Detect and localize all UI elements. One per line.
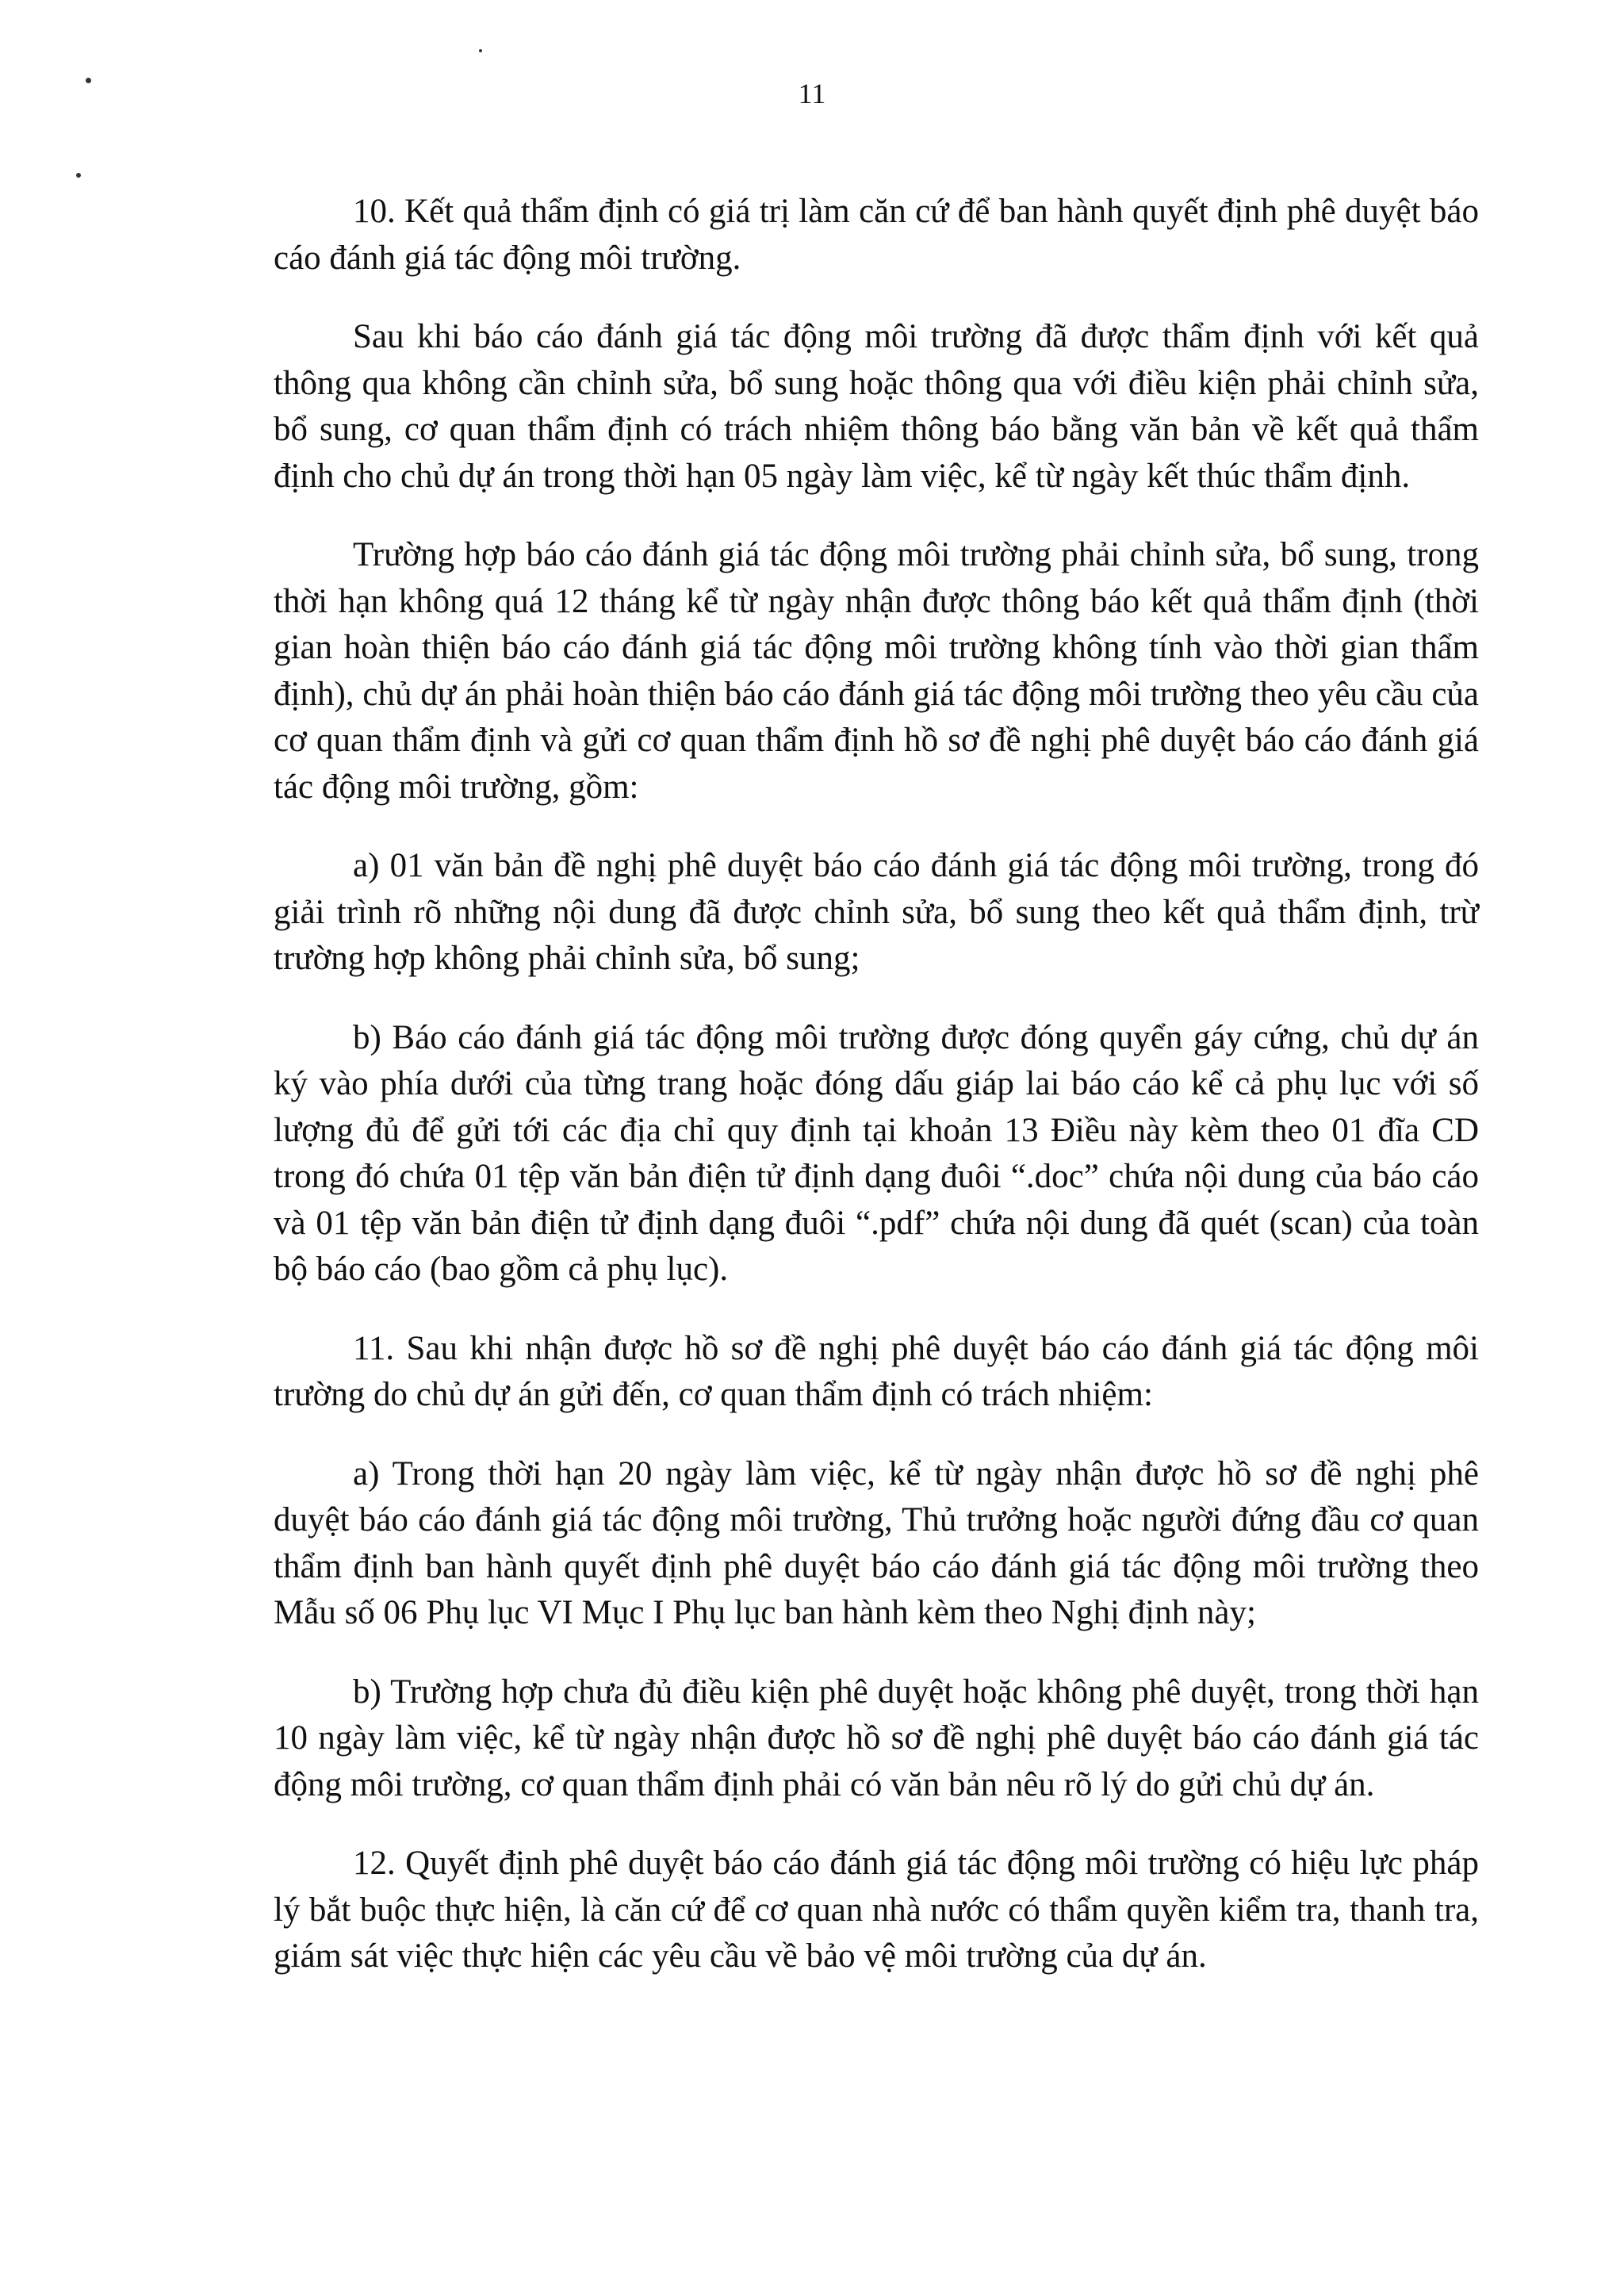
page-number: 11 xyxy=(798,78,826,109)
scan-speck xyxy=(479,49,482,52)
scan-speck xyxy=(76,173,81,178)
paragraph-11-item-b: b) Trường hợp chưa đủ điều kiện phê duyệt hoặc không phê duyệt, trong thời hạn 10 ngày làm việc, kể từ ngày nhận được hồ sơ đề nghị phê duyệt báo cáo đánh giá tác động môi trường, cơ quan thẩm định phải có văn bản nêu rõ lý do gửi chủ dự án. xyxy=(274,1673,1479,1803)
paragraph-11: 11. Sau khi nhận được hồ sơ đề nghị phê duyệt báo cáo đánh giá tác động môi trường do chủ dự án gửi đến, cơ quan thẩm định có trách nhiệm: xyxy=(274,1329,1479,1413)
paragraph-11-item-a: a) Trong thời hạn 20 ngày làm việc, kể từ ngày nhận được hồ sơ đề nghị phê duyệt báo cáo đánh giá tác động môi trường, Thủ trưởng hoặc người đứng đầu cơ quan thẩm định ban hành quyết định phê duyệt báo cáo đánh giá tác động môi trường theo Mẫu số 06 Phụ lục VI Mục I Phụ lục ban hành kèm theo Nghị định này; xyxy=(274,1454,1479,1631)
document-body xyxy=(274,189,1479,1980)
paragraph-revision-case: Trường hợp báo cáo đánh giá tác động môi trường phải chỉnh sửa, bổ sung, trong thời hạn không quá 12 tháng kể từ ngày nhận được thông báo kết quả thẩm định (thời gian hoàn thiện báo cáo đánh giá tác động môi trường không tính vào thời gian thẩm định), chủ dự án phải hoàn thiện báo cáo đánh giá tác động môi trường theo yêu cầu của cơ quan thẩm định và gửi cơ quan thẩm định hồ sơ đề nghị phê duyệt báo cáo đánh giá tác động môi trường, gồm: xyxy=(274,536,1479,806)
paragraph-10: 10. Kết quả thẩm định có giá trị làm căn cứ để ban hành quyết định phê duyệt báo cáo đánh giá tác động môi trường. xyxy=(274,193,1479,277)
paragraph-notification: Sau khi báo cáo đánh giá tác động môi trường đã được thẩm định với kết quả thông qua không cần chỉnh sửa, bổ sung hoặc thông qua với điều kiện phải chỉnh sửa, bổ sung, cơ quan thẩm định có trách nhiệm thông báo bằng văn bản về kết quả thẩm định cho chủ dự án trong thời hạn 05 ngày làm việc, kể từ ngày kết thúc thẩm định. xyxy=(274,318,1479,495)
paragraph-item-b: b) Báo cáo đánh giá tác động môi trường được đóng quyển gáy cứng, chủ dự án ký vào phía dưới của từng trang hoặc đóng dấu giáp lai báo cáo kể cả phụ lục với số lượng đủ để gửi tới các địa chỉ quy định tại khoản 13 Điều này kèm theo 01 đĩa CD trong đó chứa 01 tệp văn bản điện tử định dạng đuôi “.doc” chứa nội dung của báo cáo và 01 tệp văn bản điện tử định dạng đuôi “.pdf” chứa nội dung đã quét (scan) của toàn bộ báo cáo (bao gồm cả phụ lục). xyxy=(274,1018,1479,1288)
paragraph-item-a: a) 01 văn bản đề nghị phê duyệt báo cáo đánh giá tác động môi trường, trong đó giải trình rõ những nội dung đã được chỉnh sửa, bổ sung theo kết quả thẩm định, trừ trường hợp không phải chỉnh sửa, bổ sung; xyxy=(274,847,1479,977)
paragraph-12: 12. Quyết định phê duyệt báo cáo đánh giá tác động môi trường có hiệu lực pháp lý bắt buộc thực hiện, là căn cứ để cơ quan nhà nước có thẩm quyền kiểm tra, thanh tra, giám sát việc thực hiện các yêu cầu về bảo vệ môi trường của dự án. xyxy=(274,1845,1479,1975)
